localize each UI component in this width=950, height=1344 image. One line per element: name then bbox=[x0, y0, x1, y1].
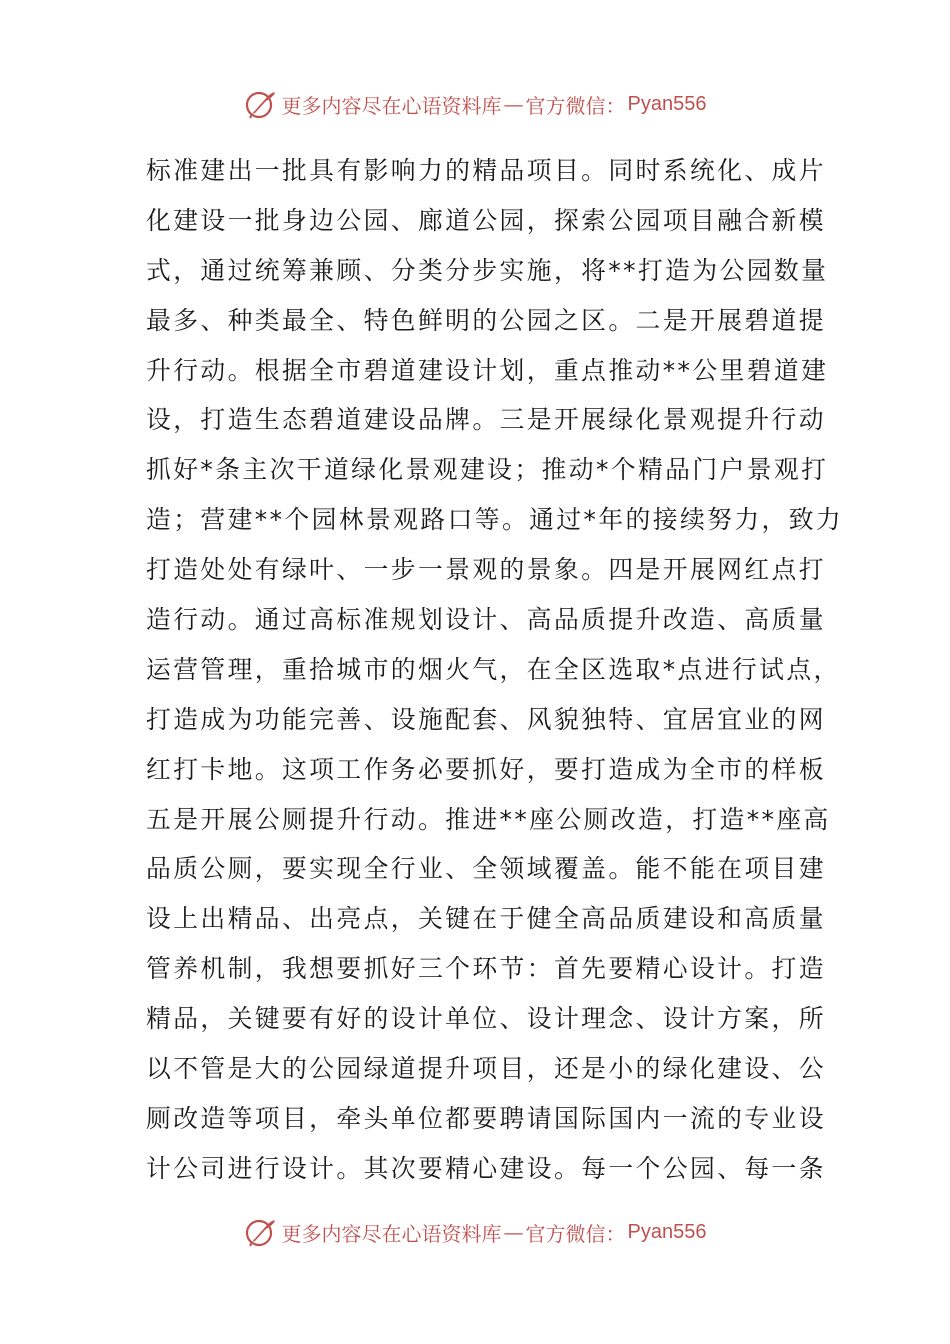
text-line: 运营管理，重拾城市的烟火气，在全区选取*点进行试点， bbox=[146, 654, 841, 684]
text-line: 打造成为功能完善、设施配套、风貌独特、宜居宜业的网 bbox=[146, 704, 826, 734]
text-line: 抓好*条主次干道绿化景观建设；推动*个精品门户景观打 bbox=[146, 455, 829, 485]
banner-wechat-label: 官方微信： bbox=[525, 1221, 626, 1246]
text-line: 设，打造生态碧道建设品牌。三是开展绿化景观提升行动 bbox=[146, 405, 826, 435]
banner-wechat-id: Pyan556 bbox=[627, 92, 707, 115]
text-line: 厕改造等项目，牵头单位都要聘请国际国内一流的专业设 bbox=[146, 1103, 826, 1133]
banner-wechat-id: Pyan556 bbox=[627, 1220, 707, 1243]
banner-separator: — bbox=[503, 92, 524, 116]
quill-pen-icon bbox=[244, 87, 278, 121]
banner-wechat-label: 官方微信： bbox=[525, 93, 626, 118]
text-line: 管养机制，我想要抓好三个环节：首先要精心设计。打造 bbox=[146, 954, 826, 984]
banner-separator: — bbox=[503, 1220, 524, 1244]
text-line: 化建设一批身边公园、廊道公园，探索公园项目融合新模 bbox=[146, 205, 826, 235]
text-line: 精品，关键要有好的设计单位、设计理念、设计方案，所 bbox=[146, 1004, 826, 1034]
text-line: 打造处处有绿叶、一步一景观的景象。四是开展网红点打 bbox=[146, 555, 826, 585]
text-line: 计公司进行设计。其次要精心建设。每一个公园、每一条 bbox=[146, 1153, 826, 1183]
header-banner bbox=[0, 84, 950, 124]
footer-banner bbox=[0, 1212, 950, 1252]
text-line: 式，通过统筹兼顾、分类分步实施，将**打造为公园数量 bbox=[146, 255, 829, 285]
banner-title: 更多内容尽在心语资料库 bbox=[281, 93, 502, 118]
text-line: 升行动。根据全市碧道建设计划，重点推动**公里碧道建 bbox=[146, 355, 829, 385]
text-line: 五是开展公厕提升行动。推进**座公厕改造，打造**座高 bbox=[146, 804, 831, 834]
text-line: 设上出精品、出亮点，关键在于健全高品质建设和高质量 bbox=[146, 904, 826, 934]
text-line: 最多、种类最全、特色鲜明的公园之区。二是开展碧道提 bbox=[146, 305, 826, 335]
text-line: 品质公厕，要实现全行业、全领域覆盖。能不能在项目建 bbox=[146, 854, 826, 884]
text-line: 以不管是大的公园绿道提升项目，还是小的绿化建设、公 bbox=[146, 1054, 826, 1084]
document-body bbox=[146, 146, 844, 1194]
text-line: 造行动。通过高标准规划设计、高品质提升改造、高质量 bbox=[146, 605, 826, 635]
banner-title: 更多内容尽在心语资料库 bbox=[281, 1221, 502, 1246]
text-line: 标准建出一批具有影响力的精品项目。同时系统化、成片 bbox=[146, 156, 826, 185]
text-line: 红打卡地。这项工作务必要抓好，要打造成为全市的样板 bbox=[146, 754, 826, 784]
quill-pen-icon bbox=[244, 1215, 278, 1249]
text-line: 造；营建**个园林景观路口等。通过*年的接续努力，致力 bbox=[146, 505, 844, 535]
